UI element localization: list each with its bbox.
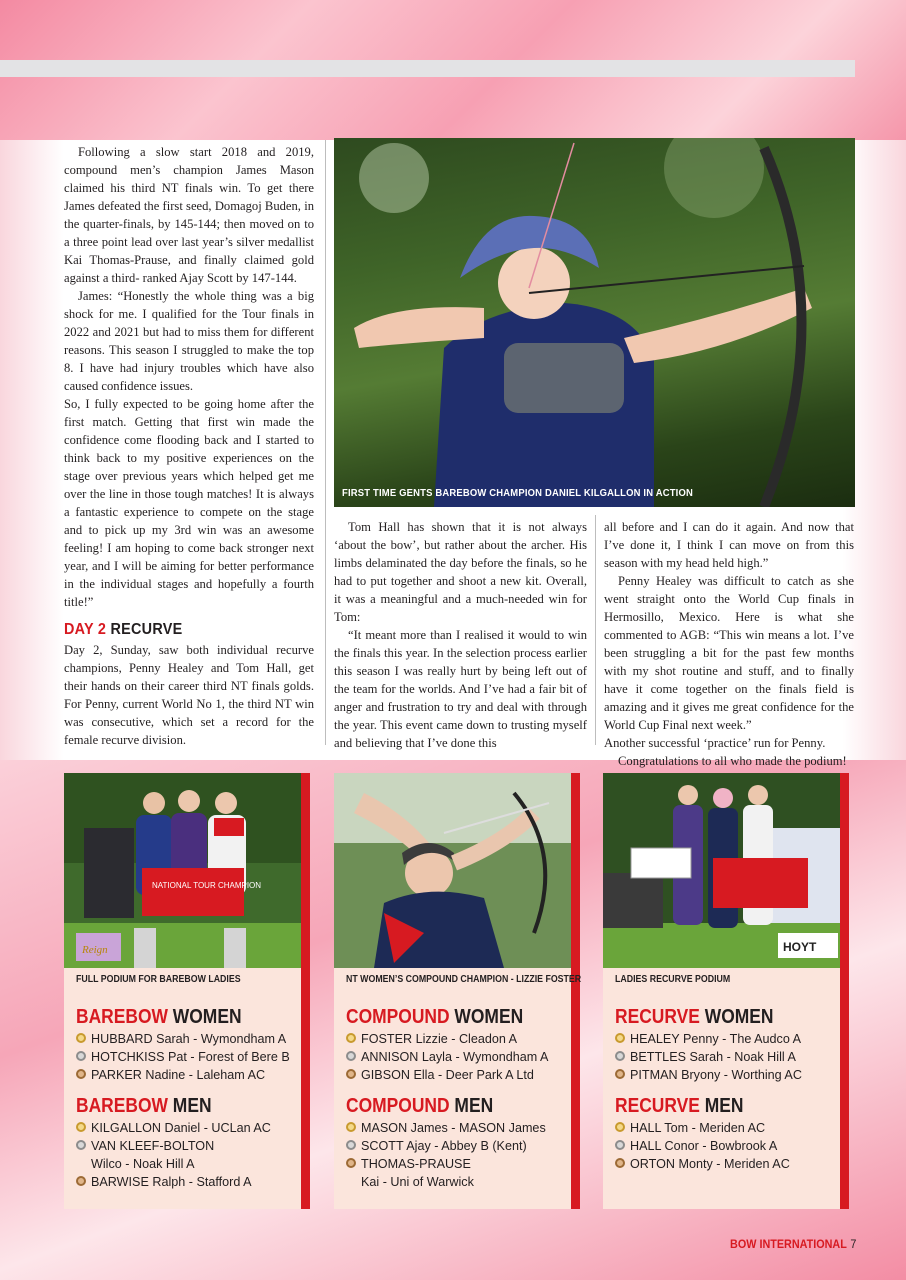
list-item: VAN KLEEF-BOLTON [76, 1137, 271, 1155]
red-stripe [571, 773, 580, 1209]
card-caption: FULL PODIUM FOR BAREBOW LADIES [76, 974, 241, 985]
results-card-recurve [603, 773, 849, 1209]
paragraph: Tom Hall has shown that it is not always ‘about the bow’, but rather about the archer. His limbs delaminated the day before the finals, so he had to put together and shoot a new kit. Overall, it was a meaningful and a much-needed win for Tom: [334, 520, 587, 624]
gold-medal-icon [615, 1122, 625, 1132]
title-dark: MEN [704, 1094, 744, 1117]
list-item: HOTCHKISS Pat - Forest of Bere B [76, 1048, 290, 1066]
list-item: MASON James - MASON James [346, 1119, 546, 1137]
article-column-1 [64, 143, 314, 749]
paragraph: Congratulations to all who made the podium! [618, 754, 847, 768]
section-heading-day2 [64, 621, 289, 639]
list-item: PARKER Nadine - Laleham AC [76, 1066, 290, 1084]
bronze-medal-icon [346, 1069, 356, 1079]
title-dark: WOMEN [704, 1005, 774, 1028]
paragraph: Day 2, Sunday, saw both individual recurve champions, Penny Healey and Tom Hall, get their hands on their career third NT finals golds. For Penny, current World No 1, the third NT win was consecutive, which set a record for the female recurve division. [64, 643, 314, 747]
list-item: GIBSON Ella - Deer Park A Ltd [346, 1066, 548, 1084]
list-item: THOMAS-PRAUSE [346, 1155, 546, 1173]
column-divider [595, 515, 596, 745]
archer-illustration [334, 138, 855, 507]
silver-medal-icon [615, 1140, 625, 1150]
title-red: COMPOUND [346, 1005, 450, 1028]
sign-text: HOYT [783, 940, 817, 954]
results-card-barebow [64, 773, 310, 1209]
category-title [76, 1005, 242, 1029]
photo-caption: FIRST TIME GENTS BAREBOW CHAMPION DANIEL KILGALLON IN ACTION [342, 487, 693, 499]
title-red: BAREBOW [76, 1005, 168, 1028]
list-item: KILGALLON Daniel - UCLan AC [76, 1119, 271, 1137]
list-item: ORTON Monty - Meriden AC [615, 1155, 790, 1173]
list-item-continued: Kai - Uni of Warwick [361, 1175, 474, 1189]
gold-medal-icon [346, 1122, 356, 1132]
title-dark: MEN [454, 1094, 494, 1117]
title-red: COMPOUND [346, 1094, 450, 1117]
results-list [346, 1030, 548, 1084]
podium-photo [603, 773, 845, 968]
gold-medal-icon [76, 1122, 86, 1132]
title-dark: WOMEN [172, 1005, 242, 1028]
card-caption: NT WOMEN’S COMPOUND CHAMPION - LIZZIE FOSTER [346, 974, 582, 985]
paragraph: Another successful ‘practice’ run for Penny. [604, 736, 826, 750]
article-column-3 [604, 518, 854, 770]
podium-photo [64, 773, 306, 968]
title-red: RECURVE [615, 1094, 700, 1117]
title-dark: WOMEN [454, 1005, 524, 1028]
silver-medal-icon [346, 1051, 356, 1061]
paragraph: Following a slow start 2018 and 2019, compound men’s champion James Mason claimed his third NT finals win. To get there James defeated the first seed, Domagoj Buden, in the quarter-finals, by 145-144; then moved on to a three point lead over last year’s silver medallist Kai Thomas-Prause, and finally claimed gold against a third- ranked Ajay Scott by 147-144. [64, 145, 314, 285]
column-divider [325, 140, 326, 745]
results-card-compound [334, 773, 580, 1209]
results-list [76, 1030, 290, 1084]
silver-medal-icon [76, 1051, 86, 1061]
list-item: HEALEY Penny - The Audco A [615, 1030, 802, 1048]
list-item: HALL Tom - Meriden AC [615, 1119, 790, 1137]
sign-text: NATIONAL TOUR CHAMPION [152, 881, 262, 890]
list-item: BARWISE Ralph - Stafford A [76, 1173, 271, 1191]
results-list [76, 1119, 271, 1191]
gold-medal-icon [615, 1033, 625, 1043]
title-dark: MEN [172, 1094, 212, 1117]
gold-medal-icon [346, 1033, 356, 1043]
top-bar [0, 60, 855, 77]
main-photo [334, 138, 855, 507]
paragraph: all before and I can do it again. And now that I’ve done it, I think I can move on from this season with my head held high.” [604, 520, 854, 570]
paragraph: So, I fully expected to be going home after the first match. Getting that first win made the confidence come flooding back and I started to think back to my positive experiences on the stage over previous years which helped get me over the line in those tough matches! It is always a fantastic experience to compete on the stage and to pick up my 3rd win was an awesome feeling! I am hoping to come back stronger next year, and I will be aiming for better performance in the individual stages and hopefully a fourth title!” [64, 397, 314, 609]
silver-medal-icon [76, 1140, 86, 1150]
compound-photo [334, 773, 576, 968]
bronze-medal-icon [615, 1069, 625, 1079]
article-column-2 [334, 518, 587, 752]
title-red: RECURVE [615, 1005, 700, 1028]
bronze-medal-icon [615, 1158, 625, 1168]
paragraph: James: “Honestly the whole thing was a big shock for me. I qualified for the Tour finals in 2022 and 2021 but had to miss them for different reasons. This season I struggled to make the top 8. I have had injury troubles which have also caused confidence issues. [64, 289, 314, 393]
results-list [346, 1119, 546, 1191]
page-footer [730, 1237, 856, 1251]
category-title [76, 1094, 212, 1118]
silver-medal-icon [346, 1140, 356, 1150]
list-item: FOSTER Lizzie - Cleadon A [346, 1030, 548, 1048]
category-title [615, 1094, 743, 1118]
category-title [346, 1094, 493, 1118]
results-list [615, 1030, 802, 1084]
heading-red: DAY 2 [64, 621, 107, 638]
bronze-medal-icon [76, 1176, 86, 1186]
list-item: SCOTT Ajay - Abbey B (Kent) [346, 1137, 546, 1155]
bronze-medal-icon [76, 1069, 86, 1079]
list-item: HUBBARD Sarah - Wymondham A [76, 1030, 290, 1048]
list-item: ANNISON Layla - Wymondham A [346, 1048, 548, 1066]
page-number: 7 [849, 1237, 856, 1251]
results-list [615, 1119, 790, 1173]
list-item-continued: Wilco - Noak Hill A [91, 1157, 195, 1171]
red-stripe [840, 773, 849, 1209]
paragraph: Penny Healey was difficult to catch as she went straight onto the World Cup finals in Hermosillo, Mexico. Here is what she commented to AGB: “This win means a lot. I’ve been struggling a bit for the past few months with my shot routine and stuff, and to finally have it come together on the finals field is amazing and it gives me great confidence for the World Cup Final next week.” [604, 574, 854, 732]
paragraph: “It meant more than I realised it would to win the finals this year. In the selection process earlier this season I was really hurt by being left out of the team for the worlds. And I’ve had a fair bit of anger and frustration to try and deal with through the year. This event came down to trusting myself and believing that I’ve done this [334, 628, 587, 750]
silver-medal-icon [615, 1051, 625, 1061]
heading-dark: RECURVE [110, 621, 183, 638]
list-item: PITMAN Bryony - Worthing AC [615, 1066, 802, 1084]
card-caption: LADIES RECURVE PODIUM [615, 974, 731, 985]
red-stripe [301, 773, 310, 1209]
list-item: HALL Conor - Bowbrook A [615, 1137, 790, 1155]
list-item: BETTLES Sarah - Noak Hill A [615, 1048, 802, 1066]
category-title [346, 1005, 523, 1029]
sign-text: Reign [82, 944, 108, 956]
category-title [615, 1005, 773, 1029]
publication-name: BOW INTERNATIONAL [729, 1237, 847, 1251]
title-red: BAREBOW [76, 1094, 168, 1117]
gold-medal-icon [76, 1033, 86, 1043]
bronze-medal-icon [346, 1158, 356, 1168]
